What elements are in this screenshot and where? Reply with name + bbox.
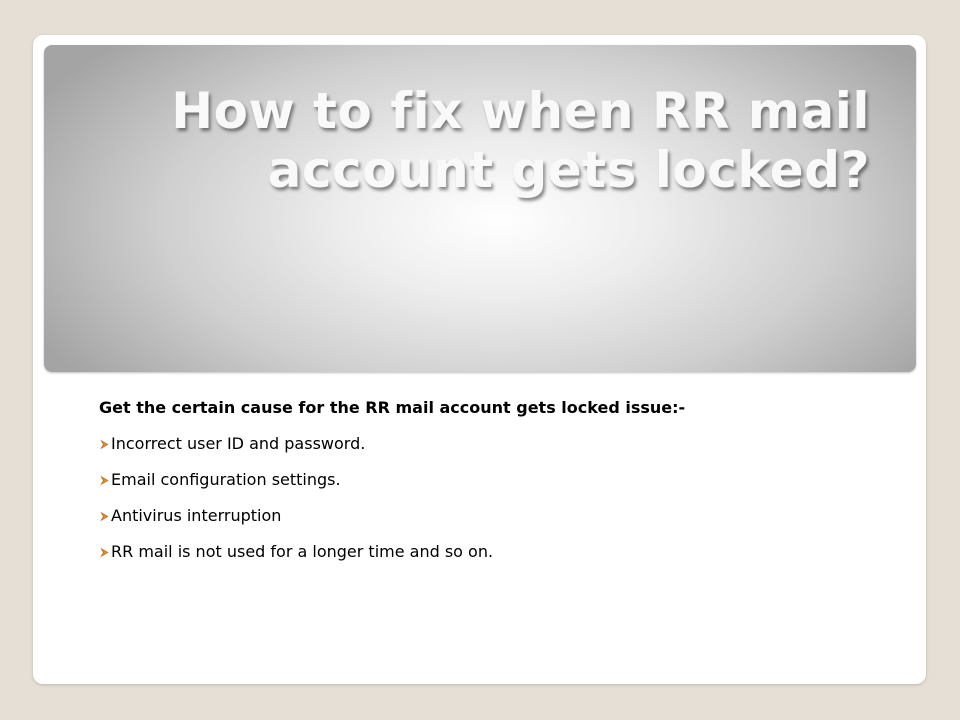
slide-title: How to fix when RR mail account gets locked?	[171, 82, 870, 199]
list-item	[99, 433, 879, 455]
arrowhead-bullet-icon	[99, 511, 110, 522]
arrowhead-bullet-icon	[99, 439, 110, 450]
bullet-text: Incorrect user ID and password.	[111, 434, 366, 453]
arrowhead-bullet-icon	[99, 475, 110, 486]
list-item	[99, 505, 879, 527]
bullet-text: Email configuration settings.	[111, 470, 341, 489]
list-item	[99, 541, 879, 563]
body-heading: Get the certain cause for the RR mail account gets locked issue:-	[99, 398, 686, 417]
arrowhead-bullet-icon	[99, 547, 110, 558]
bullet-text: RR mail is not used for a longer time and so on.	[111, 542, 494, 561]
bullet-text: Antivirus interruption	[111, 506, 282, 525]
list-item	[99, 469, 879, 491]
slide-body	[99, 397, 879, 577]
bullet-list	[99, 433, 879, 563]
